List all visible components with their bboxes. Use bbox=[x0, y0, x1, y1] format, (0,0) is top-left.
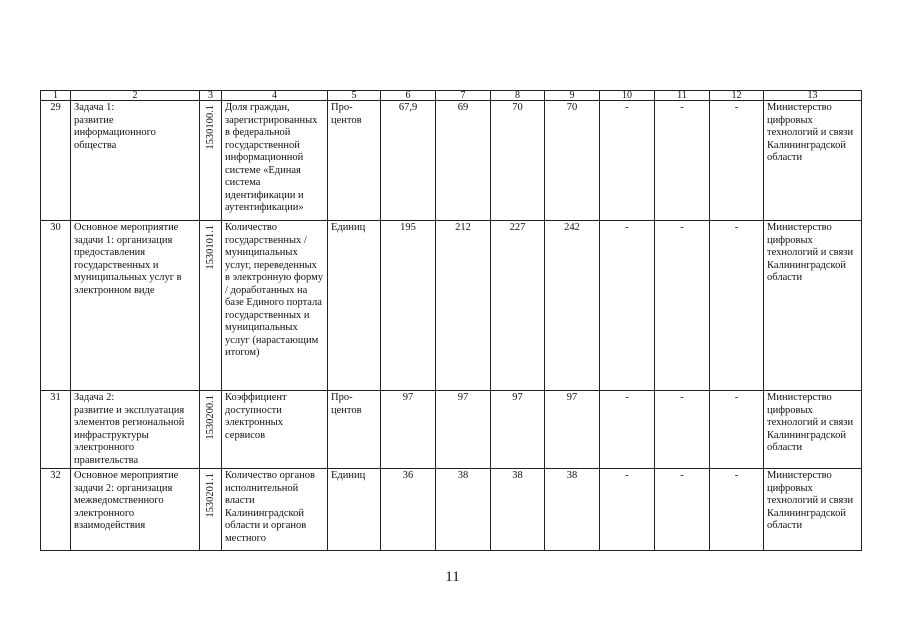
value-2019-cell: 38 bbox=[436, 469, 491, 551]
header-cell: 9 bbox=[545, 91, 600, 101]
name-cell: Задача 2: развитие и эксплуатация элементов региональной инфраструктуры электронного правительства bbox=[71, 391, 200, 469]
value-10-cell: - bbox=[600, 391, 655, 469]
value-2021-cell: 38 bbox=[545, 469, 600, 551]
header-cell: 2 bbox=[71, 91, 200, 101]
value-11-cell: - bbox=[655, 221, 710, 391]
page-number: 11 bbox=[445, 569, 460, 585]
header-cell: 12 bbox=[710, 91, 764, 101]
value-2021-cell: 242 bbox=[545, 221, 600, 391]
code-cell bbox=[200, 469, 222, 551]
value-10-cell: - bbox=[600, 101, 655, 221]
value-12-cell: - bbox=[710, 101, 764, 221]
value-2019-cell: 69 bbox=[436, 101, 491, 221]
code-cell bbox=[200, 101, 222, 221]
value-11-cell: - bbox=[655, 469, 710, 551]
unit-cell: Единиц bbox=[328, 469, 381, 551]
row-number-cell: 31 bbox=[41, 391, 71, 469]
table-row bbox=[41, 391, 862, 469]
value-2021-cell: 97 bbox=[545, 391, 600, 469]
value-11-cell: - bbox=[655, 101, 710, 221]
code-text: 1530201.1 bbox=[204, 473, 216, 518]
header-cell: 11 bbox=[655, 91, 710, 101]
name-cell: Задача 1: развитие информационного общества bbox=[71, 101, 200, 221]
responsible-cell: Министерство цифровых технологий и связи Калининградской области bbox=[764, 469, 862, 551]
row-number-cell: 30 bbox=[41, 221, 71, 391]
indicators-table bbox=[40, 90, 862, 551]
header-cell: 6 bbox=[381, 91, 436, 101]
value-12-cell: - bbox=[710, 391, 764, 469]
value-2020-cell: 97 bbox=[491, 391, 545, 469]
value-2020-cell: 227 bbox=[491, 221, 545, 391]
header-cell: 8 bbox=[491, 91, 545, 101]
value-10-cell: - bbox=[600, 221, 655, 391]
table-row bbox=[41, 221, 862, 391]
responsible-cell: Министерство цифровых технологий и связи Калининградской области bbox=[764, 221, 862, 391]
header-cell: 7 bbox=[436, 91, 491, 101]
value-2021-cell: 70 bbox=[545, 101, 600, 221]
value-12-cell: - bbox=[710, 469, 764, 551]
responsible-cell: Министерство цифровых технологий и связи Калининградской области bbox=[764, 391, 862, 469]
value-11-cell: - bbox=[655, 391, 710, 469]
header-row bbox=[41, 91, 862, 101]
responsible-cell: Министерство цифровых технологий и связи Калининградской области bbox=[764, 101, 862, 221]
header-cell: 1 bbox=[41, 91, 71, 101]
header-cell: 5 bbox=[328, 91, 381, 101]
table-row bbox=[41, 469, 862, 551]
value-10-cell: - bbox=[600, 469, 655, 551]
unit-cell: Единиц bbox=[328, 221, 381, 391]
code-text: 1530100.1 bbox=[204, 105, 216, 150]
value-2020-cell: 38 bbox=[491, 469, 545, 551]
code-text: 1530101.1 bbox=[204, 225, 216, 270]
header-cell: 3 bbox=[200, 91, 222, 101]
table-row bbox=[41, 101, 862, 221]
unit-cell: Про- центов bbox=[328, 101, 381, 221]
value-2018-cell: 97 bbox=[381, 391, 436, 469]
unit-cell: Про- центов bbox=[328, 391, 381, 469]
value-2018-cell: 67,9 bbox=[381, 101, 436, 221]
code-cell bbox=[200, 221, 222, 391]
indicator-cell: Коэффициент доступности электронных сервисов bbox=[222, 391, 328, 469]
header-cell: 10 bbox=[600, 91, 655, 101]
indicator-cell: Доля граждан, зарегистрированных в федеральной государственной информационной системе «Единая система идентификации и аутентификации» bbox=[222, 101, 328, 221]
row-number-cell: 29 bbox=[41, 101, 71, 221]
value-2019-cell: 97 bbox=[436, 391, 491, 469]
name-cell: Основное мероприятие задачи 1: организация предоставления государственных и муниципальных услуг в электронном виде bbox=[71, 221, 200, 391]
value-2018-cell: 195 bbox=[381, 221, 436, 391]
value-2018-cell: 36 bbox=[381, 469, 436, 551]
value-2019-cell: 212 bbox=[436, 221, 491, 391]
row-number-cell: 32 bbox=[41, 469, 71, 551]
indicator-cell: Количество органов исполнительной власти Калининградской области и органов местного bbox=[222, 469, 328, 551]
value-2020-cell: 70 bbox=[491, 101, 545, 221]
code-cell bbox=[200, 391, 222, 469]
header-cell: 4 bbox=[222, 91, 328, 101]
code-text: 1530200.1 bbox=[204, 395, 216, 440]
indicator-cell: Количество государственных / муниципальных услуг, переведенных в электронную форму / доработанных на базе Единого портала государственных и муниципальных услуг (нарастающим итогом) bbox=[222, 221, 328, 391]
header-cell: 13 bbox=[764, 91, 862, 101]
value-12-cell: - bbox=[710, 221, 764, 391]
name-cell: Основное мероприятие задачи 2: организация межведомственного электронного взаимодействия bbox=[71, 469, 200, 551]
